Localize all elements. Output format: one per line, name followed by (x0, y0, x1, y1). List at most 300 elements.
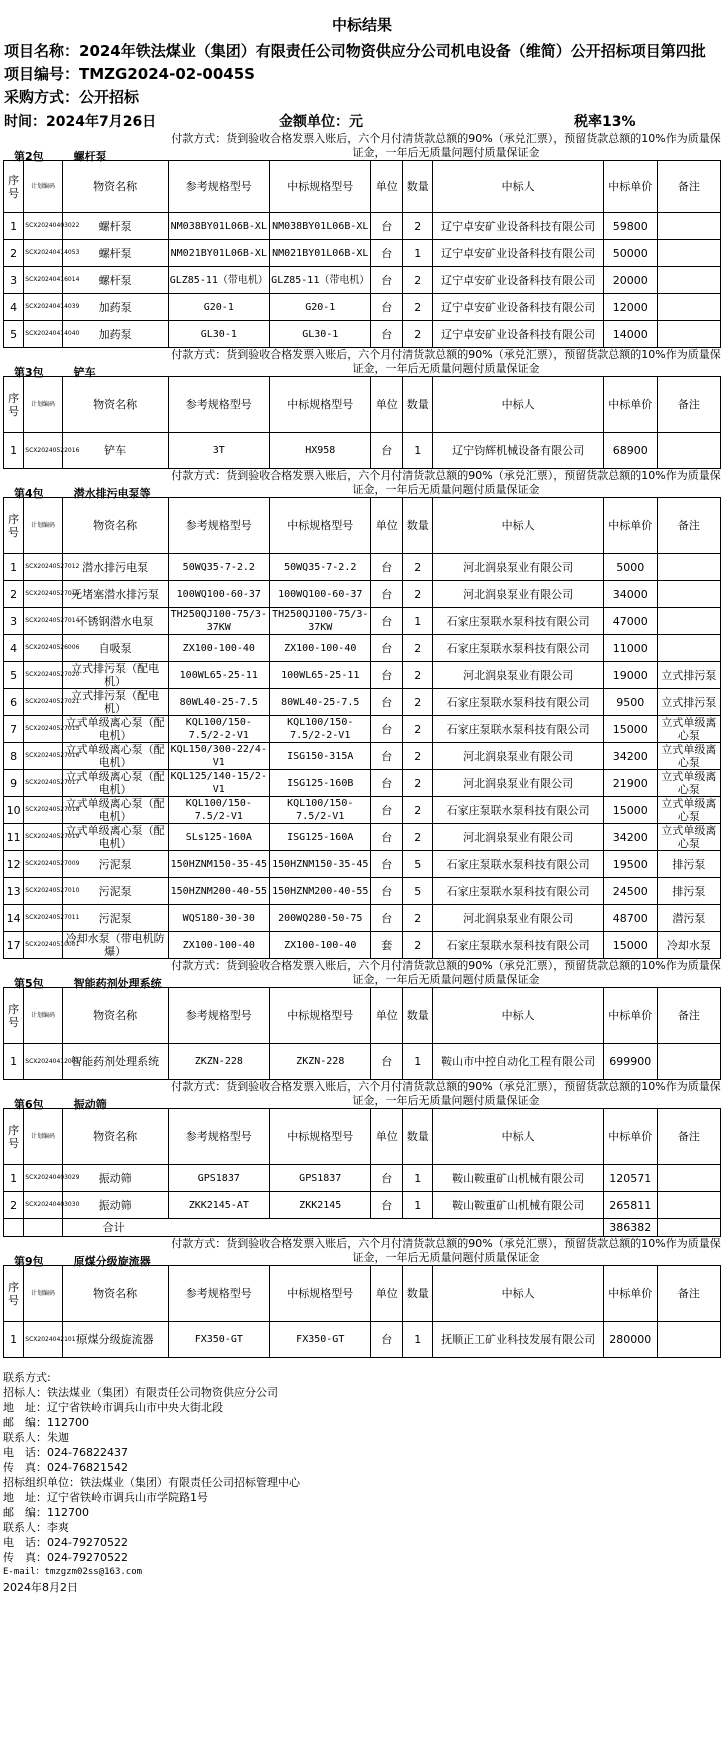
table-cell: SCX20240527011 (24, 905, 62, 932)
time-text: 时间：2024年7月26日 (4, 114, 157, 130)
column-header: 参考规格型号 (168, 988, 269, 1044)
column-header: 中标人 (433, 988, 603, 1044)
table-cell: FX350-GT (270, 1322, 371, 1358)
table-row (4, 321, 721, 348)
package-label (14, 148, 107, 164)
package-section (0, 1080, 724, 1237)
package-label (14, 975, 162, 991)
table-cell: 1 (4, 554, 24, 581)
column-header: 计划编码 (24, 498, 62, 554)
package-section (0, 348, 724, 469)
table-cell: GLZ85-11（带电机） (270, 267, 371, 294)
footer-line: 地 址：辽宁省铁岭市调兵山市中央大街北段 (3, 1401, 223, 1414)
table-cell: KQL100/150-7.5/2-V1 (270, 797, 371, 824)
sections-container (0, 132, 724, 1358)
column-header: 备注 (657, 498, 720, 554)
table-cell: 台 (371, 743, 403, 770)
column-header: 参考规格型号 (168, 498, 269, 554)
column-header: 单位 (371, 988, 403, 1044)
table-cell: 台 (371, 878, 403, 905)
table-cell: 立式单级离心泵（配电机） (62, 824, 168, 851)
table-header-row (4, 377, 721, 433)
table-cell: 台 (371, 1322, 403, 1358)
payment-terms: 付款方式：货到验收合格发票入账后，六个月付清货款总额的90%（承兑汇票），预留货款总额的10%作为质量保证金，一年后无质量问题付质量保证金 (171, 1080, 721, 1107)
table-cell: SCX20240421017 (24, 1322, 62, 1358)
table-row (4, 743, 721, 770)
table-header-row (4, 161, 721, 213)
table-cell: SCX20240527015 (24, 716, 62, 743)
table-cell: 3T (168, 433, 269, 469)
column-header: 计划编码 (24, 1109, 62, 1165)
column-header: 中标单价 (603, 1109, 657, 1165)
table-row (4, 213, 721, 240)
bid-table (3, 376, 721, 469)
table-cell: 13 (4, 878, 24, 905)
column-header: 物资名称 (62, 161, 168, 213)
table-cell: 台 (371, 1044, 403, 1080)
table-cell: 排污泵 (657, 878, 720, 905)
table-cell: 自吸泵 (62, 635, 168, 662)
table-cell: 石家庄泵联水泵科技有限公司 (433, 797, 603, 824)
table-cell: 1 (403, 608, 433, 635)
bid-table (3, 987, 721, 1080)
table-cell: 立式排污泵 (657, 662, 720, 689)
column-header: 序号 (4, 498, 24, 554)
table-cell (657, 581, 720, 608)
table-cell: 20000 (603, 267, 657, 294)
column-header: 中标单价 (603, 988, 657, 1044)
column-header: 参考规格型号 (168, 1266, 269, 1322)
table-cell: 鞍山市中控自动化工程有限公司 (433, 1044, 603, 1080)
table-row (4, 433, 721, 469)
footer-line: 邮 编：112700 (3, 1506, 89, 1519)
column-header: 参考规格型号 (168, 1109, 269, 1165)
table-header-row (4, 1109, 721, 1165)
table-cell: 14000 (603, 321, 657, 348)
table-row (4, 770, 721, 797)
column-header: 数量 (403, 377, 433, 433)
table-row (4, 878, 721, 905)
table-cell: 冷却水泵（带电机防爆） (62, 932, 168, 959)
table-cell: HX958 (270, 433, 371, 469)
table-cell: 台 (371, 1165, 403, 1192)
table-row (4, 716, 721, 743)
table-cell: 辽宁卓安矿业设备科技有限公司 (433, 213, 603, 240)
table-cell: 2 (403, 294, 433, 321)
table-cell: SCX20240527018 (24, 797, 62, 824)
table-row (4, 267, 721, 294)
table-row (4, 905, 721, 932)
table-cell: 鞍山鞍重矿山机械有限公司 (433, 1165, 603, 1192)
column-header: 数量 (403, 988, 433, 1044)
table-cell: ZKK2145 (270, 1192, 371, 1219)
table-cell: 12 (4, 851, 24, 878)
table-cell: 80WL40-25-7.5 (168, 689, 269, 716)
table-cell: TH250QJ100-75/3-37KW (270, 608, 371, 635)
footer-line: 联系人：朱迦 (3, 1431, 69, 1444)
table-cell: 1 (403, 1044, 433, 1080)
table-cell: 1 (4, 433, 24, 469)
table-cell: SLs125-160A (168, 824, 269, 851)
column-header: 序号 (4, 1266, 24, 1322)
column-header: 单位 (371, 1109, 403, 1165)
table-cell: 150HZNM200-40-55 (270, 878, 371, 905)
table-cell: 11 (4, 824, 24, 851)
package-number: 第5包 (14, 977, 44, 990)
table-row (4, 689, 721, 716)
footer-line: 招标人：铁法煤业（集团）有限责任公司物资供应分公司 (3, 1386, 278, 1399)
table-cell: GPS1837 (168, 1165, 269, 1192)
contact-footer (0, 1370, 724, 1595)
column-header: 参考规格型号 (168, 377, 269, 433)
table-cell: 河北润泉泵业有限公司 (433, 770, 603, 797)
table-cell: 智能药剂处理系统 (62, 1044, 168, 1080)
table-row (4, 1165, 721, 1192)
table-cell: 立式排污泵（配电机） (62, 662, 168, 689)
table-cell: GL30-1 (168, 321, 269, 348)
table-cell: 3 (4, 267, 24, 294)
table-cell: SCX20240527013 (24, 581, 62, 608)
table-cell: 4 (4, 294, 24, 321)
table-cell: SCX20240527017 (24, 770, 62, 797)
table-cell: 立式单级离心泵 (657, 797, 720, 824)
table-cell: 螺杆泵 (62, 240, 168, 267)
table-cell: 150HZNM150-35-45 (168, 851, 269, 878)
table-cell: FX350-GT (168, 1322, 269, 1358)
column-header: 序号 (4, 161, 24, 213)
table-cell: 立式排污泵 (657, 689, 720, 716)
table-row (4, 294, 721, 321)
package-name: 智能药剂处理系统 (73, 977, 162, 990)
table-cell: 2 (403, 689, 433, 716)
table-cell: SCX20240527021 (24, 689, 62, 716)
table-cell: 石家庄泵联水泵科技有限公司 (433, 851, 603, 878)
table-cell: ISG125-160B (270, 770, 371, 797)
package-section (0, 132, 724, 348)
package-label (14, 1096, 107, 1112)
table-cell: 螺杆泵 (62, 213, 168, 240)
table-cell: 5 (403, 851, 433, 878)
column-header: 中标单价 (603, 498, 657, 554)
table-cell: 2 (4, 581, 24, 608)
table-cell: GLZ85-11（带电机） (168, 267, 269, 294)
table-cell: 台 (371, 433, 403, 469)
table-cell: SCX20240414039 (24, 294, 62, 321)
table-cell: SCX20240527010 (24, 878, 62, 905)
table-cell: 2 (403, 321, 433, 348)
column-header: 数量 (403, 1266, 433, 1322)
table-cell: 1 (403, 433, 433, 469)
table-cell: 2 (403, 267, 433, 294)
table-cell: 2 (4, 1192, 24, 1219)
bid-table (3, 1265, 721, 1358)
table-cell: 污泥泵 (62, 851, 168, 878)
table-cell: 5000 (603, 554, 657, 581)
table-cell (657, 321, 720, 348)
table-cell: 台 (371, 716, 403, 743)
table-cell: ZX100-100-40 (270, 635, 371, 662)
table-cell: ZKK2145-AT (168, 1192, 269, 1219)
table-cell: 污泥泵 (62, 905, 168, 932)
column-header: 参考规格型号 (168, 161, 269, 213)
table-row (4, 662, 721, 689)
package-number: 第3包 (14, 366, 44, 379)
table-cell: 立式单级离心泵 (657, 770, 720, 797)
tax-text: 税率13% (574, 114, 636, 130)
table-row (4, 1322, 721, 1358)
table-cell: 9500 (603, 689, 657, 716)
table-cell (657, 1044, 720, 1080)
table-cell: 立式单级离心泵 (657, 743, 720, 770)
table-cell: 潜水排污电泵 (62, 554, 168, 581)
table-header-row (4, 1266, 721, 1322)
table-cell: 振动筛 (62, 1192, 168, 1219)
table-cell: GL30-1 (270, 321, 371, 348)
table-cell: SCX20240510001 (24, 932, 62, 959)
table-cell: 6 (4, 689, 24, 716)
procurement-method: 采购方式：公开招标 (4, 88, 140, 106)
column-header: 备注 (657, 377, 720, 433)
table-cell: SCX20240527012 (24, 554, 62, 581)
table-cell: 2 (403, 932, 433, 959)
table-cell: 河北润泉泵业有限公司 (433, 743, 603, 770)
package-number: 第9包 (14, 1255, 44, 1268)
table-cell: ZX100-100-40 (168, 932, 269, 959)
column-header: 物资名称 (62, 1266, 168, 1322)
column-header: 中标规格型号 (270, 498, 371, 554)
table-cell: 5 (403, 878, 433, 905)
table-cell: 12000 (603, 294, 657, 321)
table-cell: 2 (403, 824, 433, 851)
column-header: 中标人 (433, 1109, 603, 1165)
payment-terms: 付款方式：货到验收合格发票入账后，六个月付清货款总额的90%（承兑汇票），预留货款总额的10%作为质量保证金，一年后无质量问题付质量保证金 (171, 348, 721, 375)
table-cell: 2 (403, 213, 433, 240)
table-cell (657, 433, 720, 469)
column-header: 计划编码 (24, 988, 62, 1044)
project-meta (0, 41, 724, 107)
page-title: 中标结果 (331, 16, 392, 34)
package-number: 第2包 (14, 150, 44, 163)
table-cell: 280000 (603, 1322, 657, 1358)
table-cell: 34200 (603, 824, 657, 851)
table-header-row (4, 498, 721, 554)
table-cell: 污泥泵 (62, 878, 168, 905)
table-cell: 立式单级离心泵 (657, 716, 720, 743)
table-cell: 34000 (603, 581, 657, 608)
table-cell: 1 (403, 1192, 433, 1219)
table-cell: 80WL40-25-7.5 (270, 689, 371, 716)
table-cell: 冷却水泵 (657, 932, 720, 959)
table-row (4, 824, 721, 851)
table-cell: 34200 (603, 743, 657, 770)
table-cell: TH250QJ100-75/3-37KW (168, 608, 269, 635)
table-cell: 套 (371, 932, 403, 959)
table-cell: 台 (371, 689, 403, 716)
table-cell: 50WQ35-7-2.2 (270, 554, 371, 581)
table-cell: 2 (403, 662, 433, 689)
column-header: 单位 (371, 161, 403, 213)
table-cell: 台 (371, 267, 403, 294)
table-cell (657, 240, 720, 267)
table-cell: SCX20240527020 (24, 662, 62, 689)
table-cell: SCX20240527009 (24, 851, 62, 878)
bid-table (3, 1108, 721, 1237)
table-row (4, 240, 721, 267)
table-cell: 100WQ100-60-37 (270, 581, 371, 608)
table-cell: NM038BY01L06B-XL (168, 213, 269, 240)
table-cell: 石家庄泵联水泵科技有限公司 (433, 635, 603, 662)
table-cell: KQL100/150-7.5/2-V1 (168, 797, 269, 824)
package-label (14, 1253, 151, 1269)
table-cell: 2 (403, 797, 433, 824)
total-value: 386382 (603, 1219, 657, 1237)
table-cell: 振动筛 (62, 1165, 168, 1192)
table-row (4, 581, 721, 608)
column-header: 单位 (371, 498, 403, 554)
table-cell: G20-1 (270, 294, 371, 321)
table-cell: 台 (371, 824, 403, 851)
table-cell: 螺杆泵 (62, 267, 168, 294)
table-cell: 立式单级离心泵 (657, 824, 720, 851)
table-cell: 无堵塞潜水排污泵 (62, 581, 168, 608)
table-cell: 台 (371, 581, 403, 608)
column-header: 备注 (657, 988, 720, 1044)
table-cell: 1 (4, 1322, 24, 1358)
table-cell: 辽宁卓安矿业设备科技有限公司 (433, 240, 603, 267)
table-cell: 辽宁卓安矿业设备科技有限公司 (433, 294, 603, 321)
table-row (4, 635, 721, 662)
table-cell: SCX20240527019 (24, 824, 62, 851)
table-cell: 1 (4, 1044, 24, 1080)
table-cell: 石家庄泵联水泵科技有限公司 (433, 932, 603, 959)
table-cell: 河北润泉泵业有限公司 (433, 554, 603, 581)
table-cell: 100WL65-25-11 (168, 662, 269, 689)
table-cell: 15000 (603, 932, 657, 959)
table-cell: 原煤分级旋流器 (62, 1322, 168, 1358)
table-cell: SCX20240403029 (24, 1165, 62, 1192)
table-cell: 河北润泉泵业有限公司 (433, 824, 603, 851)
table-cell: 台 (371, 240, 403, 267)
column-header: 物资名称 (62, 1109, 168, 1165)
table-cell: 100WL65-25-11 (270, 662, 371, 689)
table-cell: SCX20240522016 (24, 433, 62, 469)
project-name: 项目名称：2024年铁法煤业（集团）有限责任公司物资供应分公司机电设备（维简）公开招标项目第四批 (4, 42, 706, 60)
package-section (0, 959, 724, 1080)
column-header: 备注 (657, 161, 720, 213)
table-cell: 1 (4, 1165, 24, 1192)
column-header: 中标人 (433, 498, 603, 554)
table-cell: 3 (4, 608, 24, 635)
package-section (0, 469, 724, 959)
table-cell: 10 (4, 797, 24, 824)
table-cell: 台 (371, 851, 403, 878)
table-cell: GPS1837 (270, 1165, 371, 1192)
payment-terms: 付款方式：货到验收合格发票入账后，六个月付清货款总额的90%（承兑汇票），预留货款总额的10%作为质量保证金，一年后无质量问题付质量保证金 (171, 469, 721, 496)
table-cell: 2 (403, 905, 433, 932)
column-header: 中标单价 (603, 161, 657, 213)
column-header: 中标人 (433, 1266, 603, 1322)
table-cell: 699900 (603, 1044, 657, 1080)
column-header: 备注 (657, 1266, 720, 1322)
table-cell: 立式单级离心泵（配电机） (62, 770, 168, 797)
table-cell: 抚顺正工矿业科技发展有限公司 (433, 1322, 603, 1358)
table-cell: KQL125/140-15/2-V1 (168, 770, 269, 797)
footer-line: 传 真：024-76821542 (3, 1461, 128, 1474)
column-header: 中标单价 (603, 1266, 657, 1322)
project-number: 项目编号：TMZG2024-02-0045S (4, 65, 255, 83)
table-cell: 台 (371, 1192, 403, 1219)
package-number: 第6包 (14, 1098, 44, 1111)
table-cell: SCX20240414053 (24, 240, 62, 267)
table-cell: 2 (403, 743, 433, 770)
table-cell: 150HZNM200-40-55 (168, 878, 269, 905)
table-cell: 石家庄泵联水泵科技有限公司 (433, 608, 603, 635)
table-cell: 4 (4, 635, 24, 662)
column-header: 中标规格型号 (270, 161, 371, 213)
column-header: 数量 (403, 498, 433, 554)
table-cell: 100WQ100-60-37 (168, 581, 269, 608)
package-label (14, 364, 96, 380)
table-cell: 2 (403, 554, 433, 581)
column-header: 中标人 (433, 161, 603, 213)
table-cell: 立式排污泵（配电机） (62, 689, 168, 716)
table-cell: NM021BY01L06B-XL (270, 240, 371, 267)
package-name: 潜水排污电泵等 (73, 487, 151, 500)
footer-line: 联系方式: (3, 1371, 51, 1384)
footer-line: 地 址：辽宁省铁岭市调兵山市学院路1号 (3, 1491, 208, 1504)
table-header-row (4, 988, 721, 1044)
table-cell: KQL150/300-22/4-V1 (168, 743, 269, 770)
bid-table (3, 497, 721, 959)
table-cell: 48700 (603, 905, 657, 932)
table-cell: 150HZNM150-35-45 (270, 851, 371, 878)
package-number: 第4包 (14, 487, 44, 500)
table-cell: 石家庄泵联水泵科技有限公司 (433, 878, 603, 905)
table-row (4, 1044, 721, 1080)
table-row (4, 932, 721, 959)
table-cell: 河北润泉泵业有限公司 (433, 905, 603, 932)
table-cell: 14 (4, 905, 24, 932)
table-cell: 15000 (603, 797, 657, 824)
footer-line: 电 话：024-79270522 (3, 1536, 128, 1549)
table-cell (657, 1165, 720, 1192)
table-cell: 24500 (603, 878, 657, 905)
table-cell: SCX20240416014 (24, 267, 62, 294)
table-cell: 立式单级离心泵（配电机） (62, 743, 168, 770)
footer-line: 2024年8月2日 (3, 1581, 78, 1594)
payment-terms: 付款方式：货到验收合格发票入账后，六个月付清货款总额的90%（承兑汇票），预留货款总额的10%作为质量保证金，一年后无质量问题付质量保证金 (171, 959, 721, 986)
package-name: 原煤分级旋流器 (73, 1255, 151, 1268)
total-row (4, 1219, 721, 1237)
total-label: 合计 (62, 1219, 603, 1237)
table-cell: 19000 (603, 662, 657, 689)
column-header: 中标规格型号 (270, 988, 371, 1044)
column-header: 物资名称 (62, 377, 168, 433)
table-cell: ZKZN-228 (270, 1044, 371, 1080)
table-cell: KQL100/150-7.5/2-2-V1 (270, 716, 371, 743)
column-header: 单位 (371, 1266, 403, 1322)
table-cell: 河北润泉泵业有限公司 (433, 662, 603, 689)
footer-line: 联系人：李爽 (3, 1521, 69, 1534)
table-cell: 台 (371, 635, 403, 662)
column-header: 中标规格型号 (270, 377, 371, 433)
table-cell: 2 (403, 581, 433, 608)
footer-line: 邮 编：112700 (3, 1416, 89, 1429)
table-cell: 台 (371, 905, 403, 932)
table-cell (657, 294, 720, 321)
footer-line: 传 真：024-79270522 (3, 1551, 128, 1564)
package-name: 铲车 (73, 366, 96, 379)
